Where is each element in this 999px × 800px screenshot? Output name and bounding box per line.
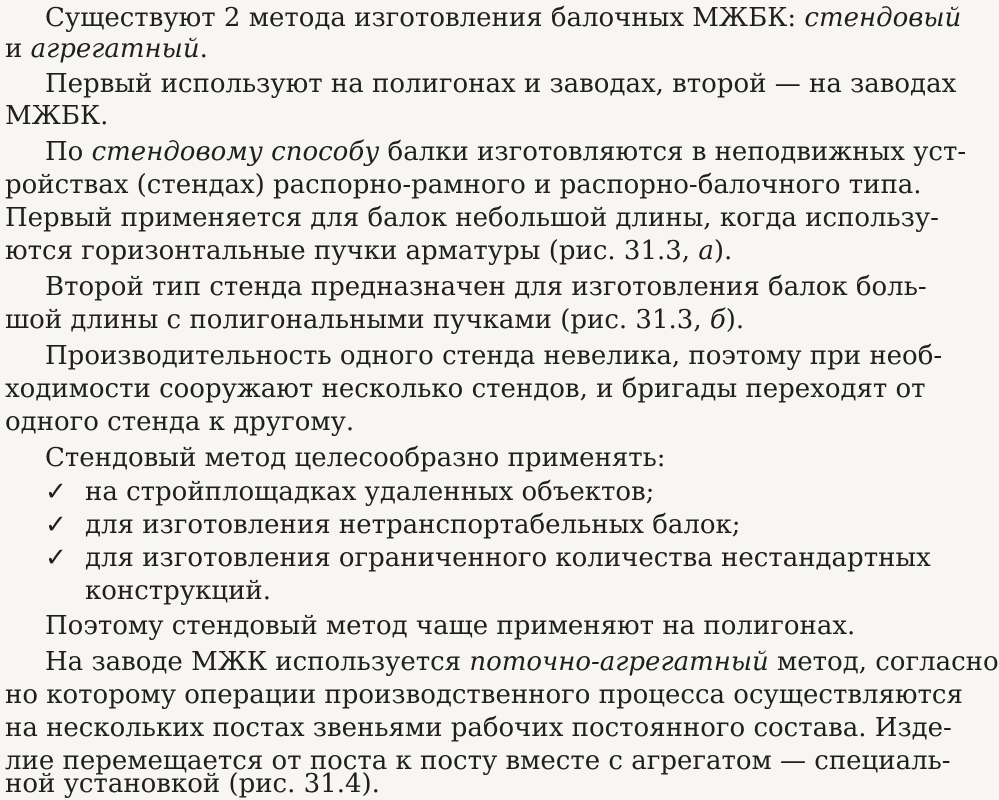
italic-term: стендовый	[804, 3, 962, 33]
text-fragment: конструкций.	[85, 576, 272, 606]
text-fragment: балки изготовляются в неподвижных уст-	[379, 137, 967, 167]
paragraph-3-line-2	[5, 169, 922, 201]
text-fragment: ходимости сооружают несколько стендов, и бригады переходят от	[5, 374, 926, 404]
text-fragment: По	[45, 137, 92, 167]
paragraph-1-line-2	[5, 33, 903, 65]
list-item-3	[5, 542, 931, 574]
list-item-text: на стройплощадках удаленных объектов;	[85, 477, 655, 507]
paragraph-3-line-4	[5, 235, 903, 267]
paragraph-5-line-2	[5, 373, 926, 405]
checkmark-icon: ✓	[45, 477, 67, 507]
list-item-text: для изготовления ограниченного количества нестандартных	[85, 543, 931, 573]
list-item-1	[5, 476, 903, 508]
paragraph-4-line-1	[5, 271, 927, 303]
paragraph-2-line-2	[5, 100, 903, 132]
text-fragment: ройствах (стендах) распорно-рамного и распорно-балочного типа.	[5, 170, 922, 200]
text-fragment: но которому операции производственного процесса осуществляются	[5, 680, 963, 710]
text-fragment: .	[199, 34, 208, 64]
checkmark-icon: ✓	[45, 510, 67, 540]
checkmark-icon: ✓	[45, 543, 67, 573]
italic-term: стендовому способу	[91, 137, 380, 167]
paragraph-6-line-1	[5, 442, 903, 474]
text-fragment: Первый используют на полигонах и заводах, второй — на заводах	[45, 69, 957, 99]
paragraph-4-line-2	[5, 304, 903, 336]
text-fragment: шой длины с полигональными пучками (рис. 31.3,	[5, 305, 710, 335]
paragraph-2-line-1	[5, 68, 957, 100]
text-fragment: метод, согласно	[768, 647, 999, 677]
text-fragment: лие перемещается от поста к посту вместе с агрегатом — специаль-	[5, 746, 951, 776]
paragraph-1-line-1	[5, 2, 962, 34]
paragraph-3-line-1	[5, 136, 967, 168]
paragraph-3-line-3	[5, 202, 939, 234]
paragraph-8-line-2	[5, 679, 963, 711]
text-fragment: ной установкой (рис. 31.4).	[5, 769, 380, 799]
list-item-2	[5, 509, 903, 541]
paragraph-8-line-5	[5, 768, 903, 800]
italic-term: б	[709, 305, 726, 335]
paragraph-5-line-3	[5, 406, 903, 438]
text-fragment: Стендовый метод целесообразно применять:	[45, 443, 666, 473]
paragraph-8-line-1	[5, 646, 999, 678]
text-fragment: одного стенда к другому.	[5, 407, 355, 437]
paragraph-5-line-1	[5, 340, 943, 372]
text-fragment: ).	[713, 236, 733, 266]
italic-term: агрегатный	[30, 34, 200, 64]
paragraph-7-line-1	[5, 610, 903, 642]
text-fragment: Существуют 2 метода изготовления балочных МЖБК:	[45, 3, 805, 33]
paragraph-8-line-3	[5, 712, 952, 744]
italic-term: поточно-агрегатный	[469, 647, 769, 677]
text-fragment: На заводе МЖК используется	[45, 647, 470, 677]
text-fragment: Производительность одного стенда невелика, поэтому при необ-	[45, 341, 943, 371]
text-fragment: ).	[725, 305, 745, 335]
italic-term: а	[698, 236, 714, 266]
text-fragment: и	[5, 34, 31, 64]
text-fragment: на нескольких постах звеньями рабочих постоянного состава. Изде-	[5, 713, 952, 743]
list-item-3-continuation	[5, 575, 903, 607]
text-fragment: Поэтому стендовый метод чаще применяют на полигонах.	[45, 611, 856, 641]
list-item-text: для изготовления нетранспортабельных балок;	[85, 510, 741, 540]
text-fragment: Второй тип стенда предназначен для изготовления балок боль-	[45, 272, 927, 302]
text-fragment: МЖБК.	[5, 101, 109, 131]
text-fragment: Первый применяется для балок небольшой длины, когда использу-	[5, 203, 939, 233]
text-fragment: ются горизонтальные пучки арматуры (рис. 31.3,	[5, 236, 699, 266]
